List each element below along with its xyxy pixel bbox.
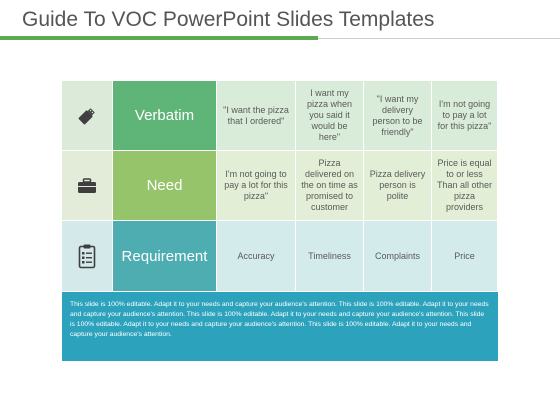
row-icon-cell	[62, 151, 113, 221]
table-cell: Price	[432, 221, 498, 292]
table-cell: Pizza delivery person is polite	[364, 151, 432, 221]
table-cell: Complaints	[364, 221, 432, 292]
table-cell: "I want the pizza that I ordered"	[217, 81, 296, 151]
table-cell: Accuracy	[217, 221, 296, 292]
usb-drive-icon	[77, 106, 97, 126]
table-cell: I'm not going to pay a lot for this pizza"	[217, 151, 296, 221]
briefcase-icon	[76, 176, 98, 196]
table-cell: I want my pizza when you said it would be here"	[296, 81, 364, 151]
description-band: This slide is 100% editable. Adapt it to your needs and capture your audience's attention. This slide is 100% editable. Adapt it to your needs and capture your audience's attention. This slide is 100% editable. Adapt it to your needs and capture your audience's attention. This slide is 100% editable. Adapt it to your needs and capture your audience's attention. This slide is 100% editable. Adapt it to your needs and capture your audience's attention.	[62, 292, 498, 361]
row-label-requirement: Requirement	[113, 221, 217, 292]
row-icon-cell	[62, 221, 113, 292]
table-cell: Pizza delivered on the on time as promised to customer	[296, 151, 364, 221]
table-cell: Price is equal to or less Than all other pizza providers	[432, 151, 498, 221]
clipboard-checklist-icon	[77, 243, 97, 269]
table-cell: Timeliness	[296, 221, 364, 292]
slide-title: Guide To VOC PowerPoint Slides Templates	[22, 8, 435, 31]
row-icon-cell	[62, 81, 113, 151]
title-accent-bar	[0, 36, 318, 40]
table-cell: I'm not going to pay a lot for this pizza"	[432, 81, 498, 151]
row-label-need: Need	[113, 151, 217, 221]
table-cell: "I want my delivery person to be friendly"	[364, 81, 432, 151]
row-label-verbatim: Verbatim	[113, 81, 217, 151]
voc-table	[62, 81, 498, 292]
